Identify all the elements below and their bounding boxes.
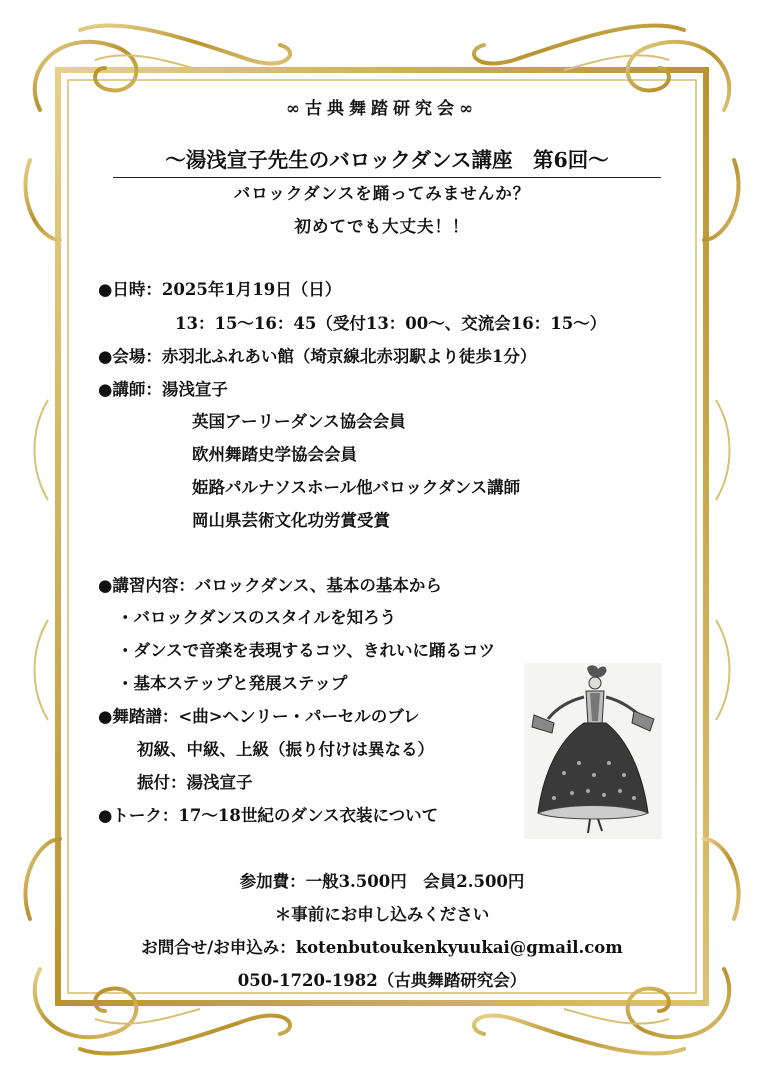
- instructor-line: ●講師：湯浅宣子: [98, 380, 228, 399]
- instructor-credit: 岡山県芸術文化功労賞受賞: [192, 511, 390, 530]
- content-item: ・ダンスで音楽を表現するコツ、きれいに踊るコツ: [117, 641, 496, 660]
- instructor-credit: 姫路パルナソスホール他バロックダンス講師: [192, 478, 521, 497]
- notation-choreographer: 振付：湯浅宣子: [137, 773, 253, 792]
- content-line: ●講習内容：バロックダンス、基本の基本から: [98, 576, 442, 595]
- page-title: ～湯浅宣子先生のバロックダンス講座 第6回～: [113, 143, 661, 178]
- contact-email[interactable]: お問合せ/お申込み：kotenbutoukenkyuukai@gmail.com: [141, 938, 623, 957]
- reservation-note: ＊事前にお申し込みください: [274, 905, 490, 924]
- instructor-credit: 欧州舞踏史学協会会員: [192, 445, 357, 464]
- content-item: ・基本ステップと発展ステップ: [117, 674, 348, 693]
- time-line: 13：15～16：45（受付13：00～、交流会16：15～）: [175, 314, 607, 333]
- tagline-1: バロックダンスを踊ってみませんか？: [233, 184, 531, 203]
- tagline-2: 初めてでも大丈夫！！: [294, 217, 470, 236]
- organization-name: ∞古典舞踏研究会∞: [285, 99, 479, 119]
- talk-line: ●トーク：17～18世紀のダンス衣装について: [98, 806, 439, 825]
- date-line: ●日時：2025年1月19日（日）: [98, 280, 342, 299]
- participation-fee: 参加費：一般3.500円 会員2.500円: [239, 872, 525, 891]
- instructor-credit: 英国アーリーダンス協会会員: [192, 412, 406, 431]
- content-item: ・バロックダンスのスタイルを知ろう: [117, 608, 397, 627]
- notation-levels: 初級、中級、上級（振り付けは異なる）: [137, 740, 434, 759]
- notation-line: ●舞踏譜：<曲>ヘンリー・パーセルのブレ: [98, 707, 420, 726]
- contact-phone: 050-1720-1982（古典舞踏研究会）: [237, 971, 527, 990]
- baroque-dancer-illustration: [524, 663, 662, 839]
- venue-line: ●会場：赤羽北ふれあい館（埼京線北赤羽駅より徒歩1分）: [98, 347, 537, 366]
